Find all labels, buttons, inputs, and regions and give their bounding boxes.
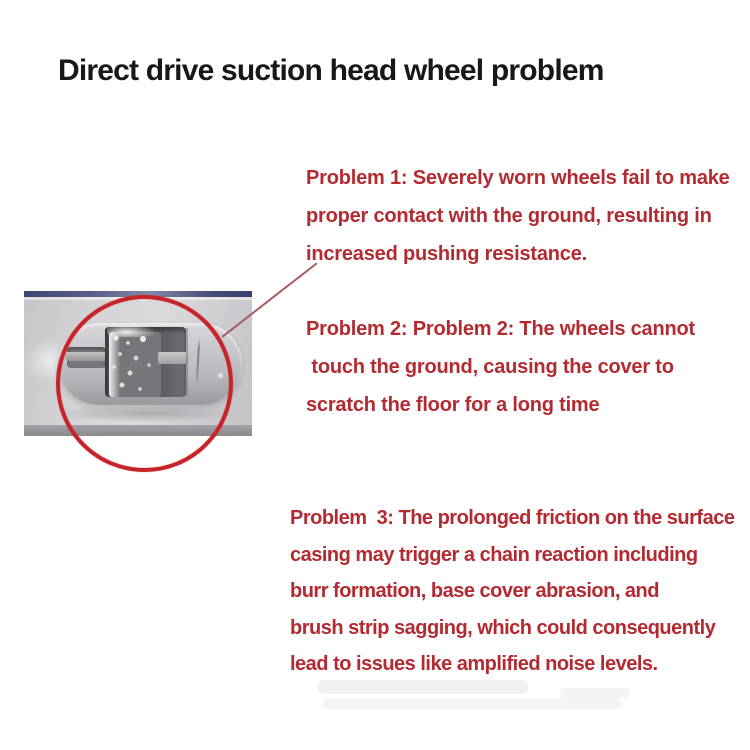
faded-watermark-mark bbox=[322, 698, 622, 709]
problem-3-line-5: lead to issues like amplified noise levels. bbox=[290, 653, 658, 675]
faded-watermark-mark bbox=[560, 688, 630, 698]
problem-3-line-3: burr formation, base cover abrasion, and bbox=[290, 580, 659, 602]
highlight-circle-annotation bbox=[56, 295, 233, 472]
faded-watermark-mark bbox=[318, 680, 528, 694]
problem-1-line-3: increased pushing resistance. bbox=[306, 243, 587, 265]
problem-1-line-2: proper contact with the ground, resulting in bbox=[306, 205, 712, 227]
problem-3-line-2: casing may trigger a chain reaction including bbox=[290, 543, 698, 566]
problem-3-line-1: Problem 3: The prolonged friction on the surface bbox=[290, 507, 735, 529]
problem-2-line-2: touch the ground, causing the cover to bbox=[306, 356, 674, 378]
problem-3-text bbox=[290, 500, 734, 683]
problem-1-line-1: Problem 1: Severely worn wheels fail to make bbox=[306, 167, 730, 189]
problem-2-text bbox=[306, 310, 695, 424]
page-title: Direct drive suction head wheel problem bbox=[58, 54, 604, 87]
problem-2-line-3: scratch the floor for a long time bbox=[306, 394, 600, 416]
problem-3-line-4: brush strip sagging, which could consequently bbox=[290, 616, 716, 639]
problem-1-text bbox=[306, 159, 730, 273]
problem-2-line-1: Problem 2: Problem 2: The wheels cannot bbox=[306, 318, 695, 340]
